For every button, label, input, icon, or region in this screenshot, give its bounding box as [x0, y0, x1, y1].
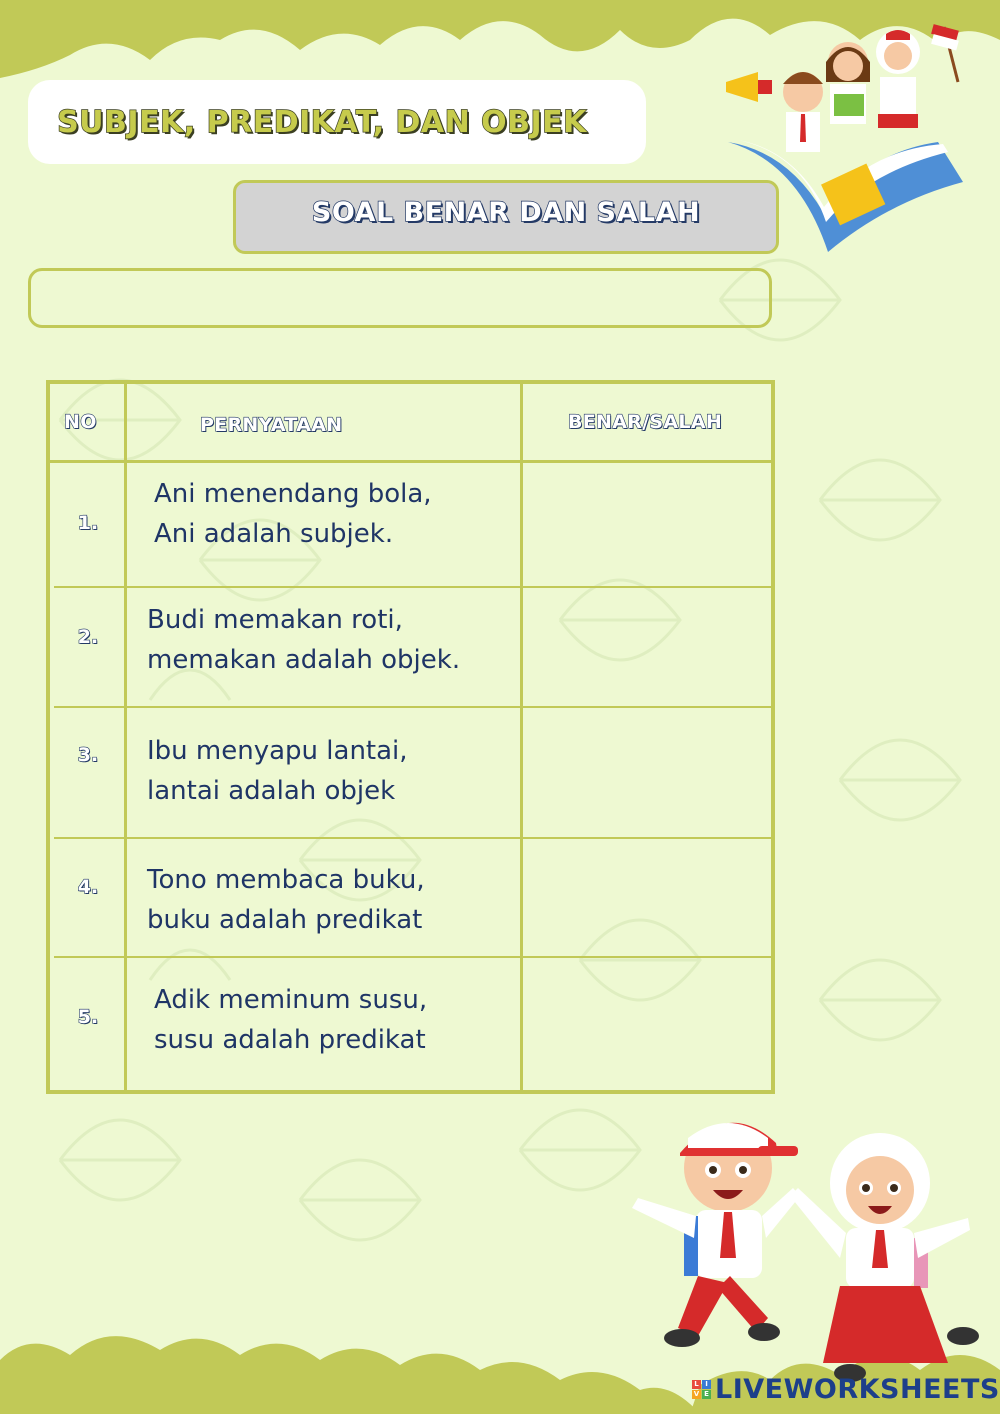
logo-letter: V: [693, 1390, 700, 1398]
statement-line: memakan adalah objek.: [147, 645, 461, 675]
row-divider: [54, 586, 771, 588]
row-number: 1.: [77, 512, 99, 534]
title-banner: [28, 80, 646, 164]
statement-line: Ani menendang bola,: [154, 479, 432, 509]
statement-cell: [154, 474, 432, 554]
page-title: SUBJEK, PREDIKAT, DAN OBJEK: [57, 104, 587, 140]
logo-letter: I: [702, 1380, 711, 1389]
row-divider: [54, 706, 771, 708]
jumping-students-illustration: [618, 1098, 990, 1388]
logo-letter: E: [702, 1390, 711, 1399]
subtitle-banner: [233, 180, 779, 254]
statement-cell: [147, 600, 460, 680]
statement-line: susu adalah predikat: [154, 1025, 426, 1055]
answer-cell-5[interactable]: [526, 960, 771, 1090]
answer-cell-1[interactable]: [526, 466, 771, 584]
answer-cell-3[interactable]: [526, 710, 771, 835]
liveworksheets-logo: [692, 1374, 1000, 1405]
column-divider: [520, 384, 523, 1090]
liveworksheets-logo-text: LIVEWORKSHEETS: [715, 1374, 1000, 1405]
statement-line: lantai adalah objek: [147, 776, 396, 806]
answer-cell-4[interactable]: [526, 841, 771, 954]
row-number: 2.: [77, 626, 99, 648]
name-input-field[interactable]: [28, 268, 772, 328]
row-number: 4.: [77, 876, 99, 898]
statement-line: buku adalah predikat: [147, 905, 423, 935]
header-answer: BENAR/SALAH: [568, 411, 723, 433]
row-number: 3.: [77, 744, 99, 766]
liveworksheets-logo-icon: [692, 1380, 711, 1399]
row-divider: [54, 956, 771, 958]
header-no: NO: [64, 411, 97, 433]
header-statement: PERNYATAAN: [200, 414, 343, 436]
statement-line: Adik meminum susu,: [154, 985, 428, 1015]
answer-cell-2[interactable]: [526, 590, 771, 704]
students-with-book-illustration: [718, 22, 980, 272]
statement-line: Ibu menyapu lantai,: [147, 736, 408, 766]
statement-line: Ani adalah subjek.: [154, 519, 394, 549]
statement-cell: [154, 980, 427, 1060]
statement-line: Budi memakan roti,: [147, 605, 403, 635]
true-false-table: [46, 380, 775, 1094]
logo-letter: L: [692, 1380, 701, 1389]
column-divider: [124, 384, 127, 1090]
statement-cell: [147, 731, 408, 811]
row-divider: [54, 837, 771, 839]
statement-line: Tono membaca buku,: [147, 865, 425, 895]
row-number: 5.: [77, 1006, 99, 1028]
page-subtitle: SOAL BENAR DAN SALAH: [311, 196, 701, 228]
header-row-divider: [50, 460, 771, 463]
statement-cell: [147, 860, 425, 940]
